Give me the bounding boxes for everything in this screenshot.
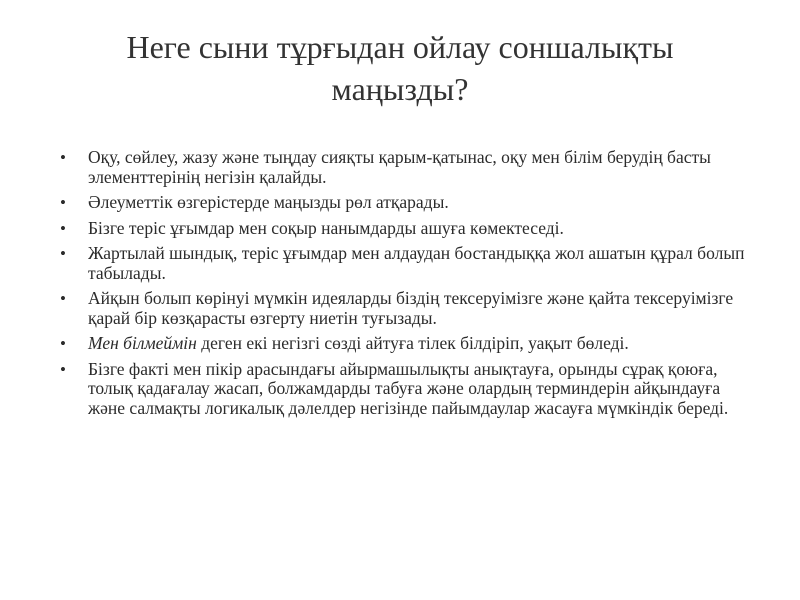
bullet-dot-icon: • (60, 289, 66, 308)
bullet-text: Әлеуметтік өзгерістерде маңызды рөл атқарады. (88, 192, 449, 212)
bullet-text: Бізге факті мен пікір арасындағы айырмашылықты анықтауға, орынды сұрақ қоюға, толық қадағалау жасап, болжамдарды табуға және олардың терминдерін айқындауға және салмақты логикалық дәлелдер негізінде пайымдаулар жасауға мүмкіндік береді. (88, 358, 729, 418)
bullet-text: Оқу, сөйлеу, жазу және тыңдау сияқты қарым-қатынас, оқу мен білім берудің басты элементтерінің негізін қалайды. (88, 147, 711, 187)
bullet-item (60, 219, 760, 239)
bullet-dot-icon: • (60, 218, 66, 238)
bullet-item (60, 148, 760, 187)
bullet-item (60, 360, 760, 419)
bullet-text: деген екі негізгі сөзді айтуға тілек білдіріп, уақыт бөледі. (196, 333, 629, 353)
bullet-text: Жартылай шындық, теріс ұғымдар мен алдаудан бостандыққа жол ашатын құрал болып табылады. (88, 243, 745, 283)
bullet-list (60, 148, 760, 424)
bullet-italic-phrase: Мен білмеймін (88, 333, 197, 353)
bullet-dot-icon: • (60, 334, 66, 353)
bullet-dot-icon: • (60, 148, 66, 167)
bullet-dot-icon: • (60, 359, 66, 379)
bullet-dot-icon: • (60, 193, 66, 212)
bullet-dot-icon: • (60, 244, 66, 263)
slide-title-line-2: маңызды? (331, 71, 469, 107)
bullet-text: Бізге теріс ұғымдар мен соқыр нанымдарды ашуға көмектеседі. (88, 217, 564, 238)
slide-title-line-1: Неге сыни тұрғыдан ойлау соншалықты (126, 29, 674, 65)
bullet-text: Айқын болып көрінуі мүмкін идеяларды біздің тексеруімізге және қайта тексеруімізге қарай бір көзқарасты өзгерту ниетін туғызады. (88, 288, 734, 328)
slide-title (60, 26, 740, 110)
bullet-item (60, 289, 760, 328)
bullet-item (60, 193, 760, 213)
bullet-item (60, 334, 760, 354)
bullet-item (60, 244, 760, 283)
